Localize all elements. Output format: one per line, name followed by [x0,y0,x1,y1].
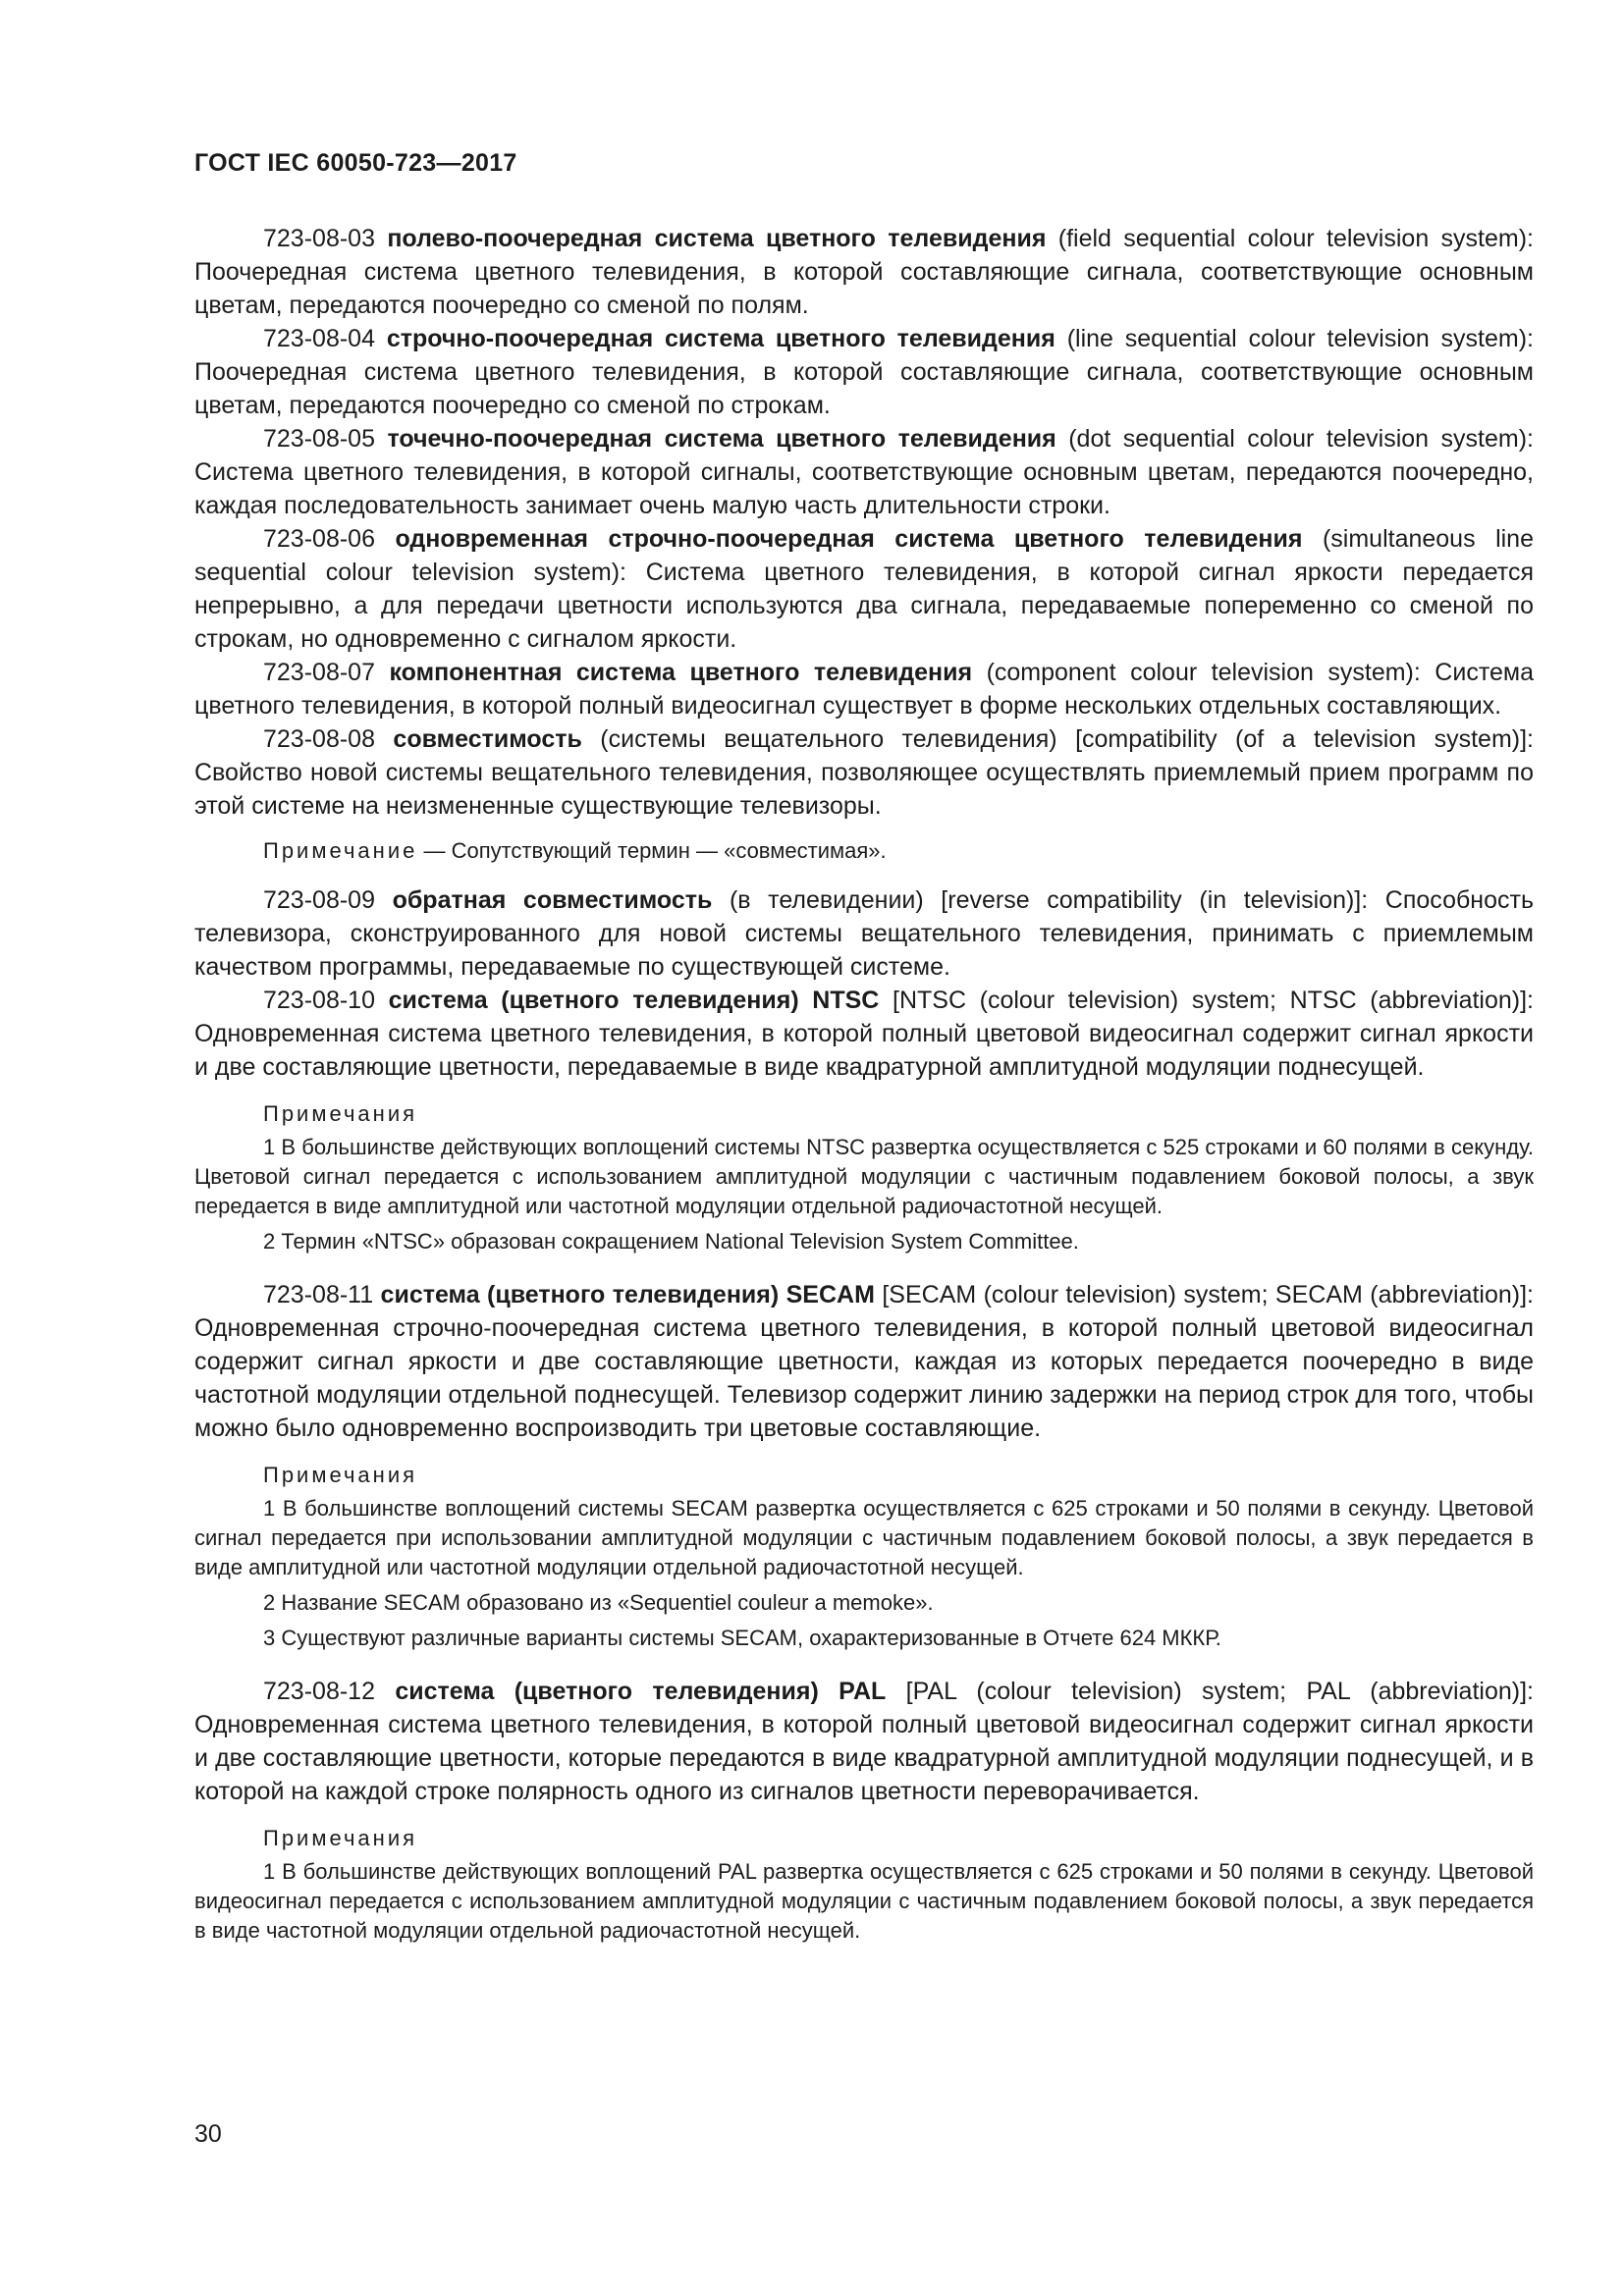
term-entry-723-08-08 [194,722,1534,823]
term-definition: [SECAM (colour television) system; SECAM (abbreviation)]: Одновременная строчно-поочередная система цветного телевидения, в которой полный цветовой видеосигнал содержит сигнал яркости и две составляющие цветности, каждая из которых передается поочередно в виде частотной модуляции отдельной поднесущей. Телевизор содержит линию задержки на период строк для того, чтобы можно было одновременно воспроизводить три цветовые составляющие. [194,1281,1535,1442]
term-title: система (цветного телевидения) PAL [395,1678,887,1705]
term-number: 723-08-07 [263,659,375,686]
term-definition: (component colour television system): Система цветного телевидения, в которой полный видеосигнал существует в форме нескольких отдельных составляющих. [194,659,1534,720]
note-ntsc-2: 2 Термин «NTSC» образован сокращением National Television System Committee. [263,1229,1079,1254]
term-title: полево-поочередная система цветного телевидения [387,225,1047,252]
term-number: 723-08-03 [263,225,375,252]
term-definition: [PAL (colour television) system; PAL (abbreviation)]: Одновременная система цветного телевидения, в которой полный цветовой видеосигнал содержит сигнал яркости и две составляющие цветности, которые передаются в виде квадратурной амплитудной модуляции поднесущей, и в которой на каждой строке полярность одного из сигналов цветности переворачивается. [194,1678,1534,1805]
note-secam-3: 3 Существуют различные варианты системы SECAM, охарактеризованные в Отчете 624 МККР. [263,1626,1221,1650]
term-number: 723-08-04 [263,325,375,352]
page-number: 30 [194,2120,222,2148]
term-entry-723-08-09 [194,883,1534,984]
term-entry-723-08-10 [194,984,1534,1084]
term-title: одновременная строчно-поочередная система цветного телевидения [395,525,1303,553]
document-body [194,222,1534,1951]
term-number: 723-08-12 [263,1678,375,1705]
term-title: точечно-поочередная система цветного телевидения [387,425,1056,453]
note-secam-1: 1 В большинстве воплощений системы SECAM развертка осуществляется с 625 строками и 50 полями в секунду. Цветовой сигнал передается при использовании амплитудной модуляции с частичным подавлением боковой полосы, а звук передается в виде амплитудной или частотной модуляции отдельной радиочастотной несущей. [194,1496,1534,1579]
term-definition: (в телевидении) [reverse compatibility (in television)]: Способность телевизора, сконструированного для новой системы вещательного телевидения, принимать с приемлемым качеством программы, передаваемые по существующей системе. [194,886,1534,981]
term-entry-723-08-12 [194,1675,1534,1808]
term-entry-723-08-07 [194,656,1534,722]
term-title: совместимость [393,725,582,753]
note-label: Примечание [263,838,418,863]
term-entry-723-08-04 [194,322,1534,422]
notes-heading-secam: Примечания [263,1463,418,1487]
term-definition: (dot sequential colour television system): Система цветного телевидения, в которой сигналы, соответствующие основным цветам, передаются поочередно, каждая последовательность занимает очень малую часть длительности строки. [194,425,1534,519]
term-definition: [NTSC (colour television) system; NTSC (abbreviation)]: Одновременная система цветного телевидения, в которой полный цветовой видеосигнал содержит сигнал яркости и две составляющие цветности, передаваемые в виде квадратурной амплитудной модуляции поднесущей. [194,987,1534,1081]
note-pal-1: 1 В большинстве действующих воплощений PAL развертка осуществляется с 625 строками и 50 полями в секунду. Цветовой видеосигнал передается с использованием амплитудной модуляции с частичным подавлением боковой полосы, а звук передается в виде частотной модуляции отдельной радиочастотной несущей. [194,1859,1534,1943]
document-header: ГОСТ IEC 60050-723—2017 [194,149,517,177]
notes-heading-ntsc: Примечания [263,1101,418,1126]
term-entry-723-08-03 [194,222,1534,322]
term-title: компонентная система цветного телевидения [389,659,973,686]
term-title: строчно-поочередная система цветного телевидения [386,325,1056,352]
term-number: 723-08-05 [263,425,375,453]
term-number: 723-08-11 [263,1281,374,1308]
note-secam-2: 2 Название SECAM образовано из «Sequentiel couleur a memoke». [263,1590,934,1615]
term-definition: (field sequential colour television system): Поочередная система цветного телевидения, в которой составляющие сигнала, соответствующие основным цветам, передаются поочередно со сменой по полям. [194,225,1535,319]
term-number: 723-08-09 [263,886,375,914]
term-entry-723-08-06 [194,522,1534,656]
notes-heading-pal: Примечания [263,1826,418,1850]
term-definition: (line sequential colour television system): Поочередная система цветного телевидения, в которой составляющие сигнала, соответствующие основным цветам, передаются поочередно со сменой по строкам. [194,325,1534,419]
note-compatibility [263,836,1534,866]
term-definition: (simultaneous line sequential colour television system): Система цветного телевидения, в которой сигнал яркости передается непрерывно, а для передачи цветности используются два сигнала, передаваемые попеременно со сменой по строкам, но одновременно с сигналом яркости. [194,525,1534,653]
term-number: 723-08-10 [263,987,375,1014]
term-entry-723-08-05 [194,422,1534,522]
term-entry-723-08-11 [194,1278,1534,1445]
term-number: 723-08-08 [263,725,375,753]
term-title: система (цветного телевидения) NTSC [388,987,880,1014]
term-number: 723-08-06 [263,525,375,553]
term-definition: (системы вещательного телевидения) [compatibility (of a television system)]: Свойство новой системы вещательного телевидения, позволяющее осуществлять приемлемый прием программ по этой системе на неизмененные существующие телевизоры. [194,725,1534,820]
term-title: обратная совместимость [392,886,713,914]
note-text: — Сопутствующий термин — «совместимая». [417,838,887,863]
term-title: система (цветного телевидения) SECAM [380,1281,875,1308]
note-ntsc-1: 1 В большинстве действующих воплощений системы NTSC развертка осуществляется с 525 строками и 60 полями в секунду. Цветовой сигнал передается с использованием амплитудной модуляции с частичным подавлением боковой полосы, а звук передается в виде амплитудной или частотной модуляции отдельной радиочастотной несущей. [194,1135,1534,1218]
